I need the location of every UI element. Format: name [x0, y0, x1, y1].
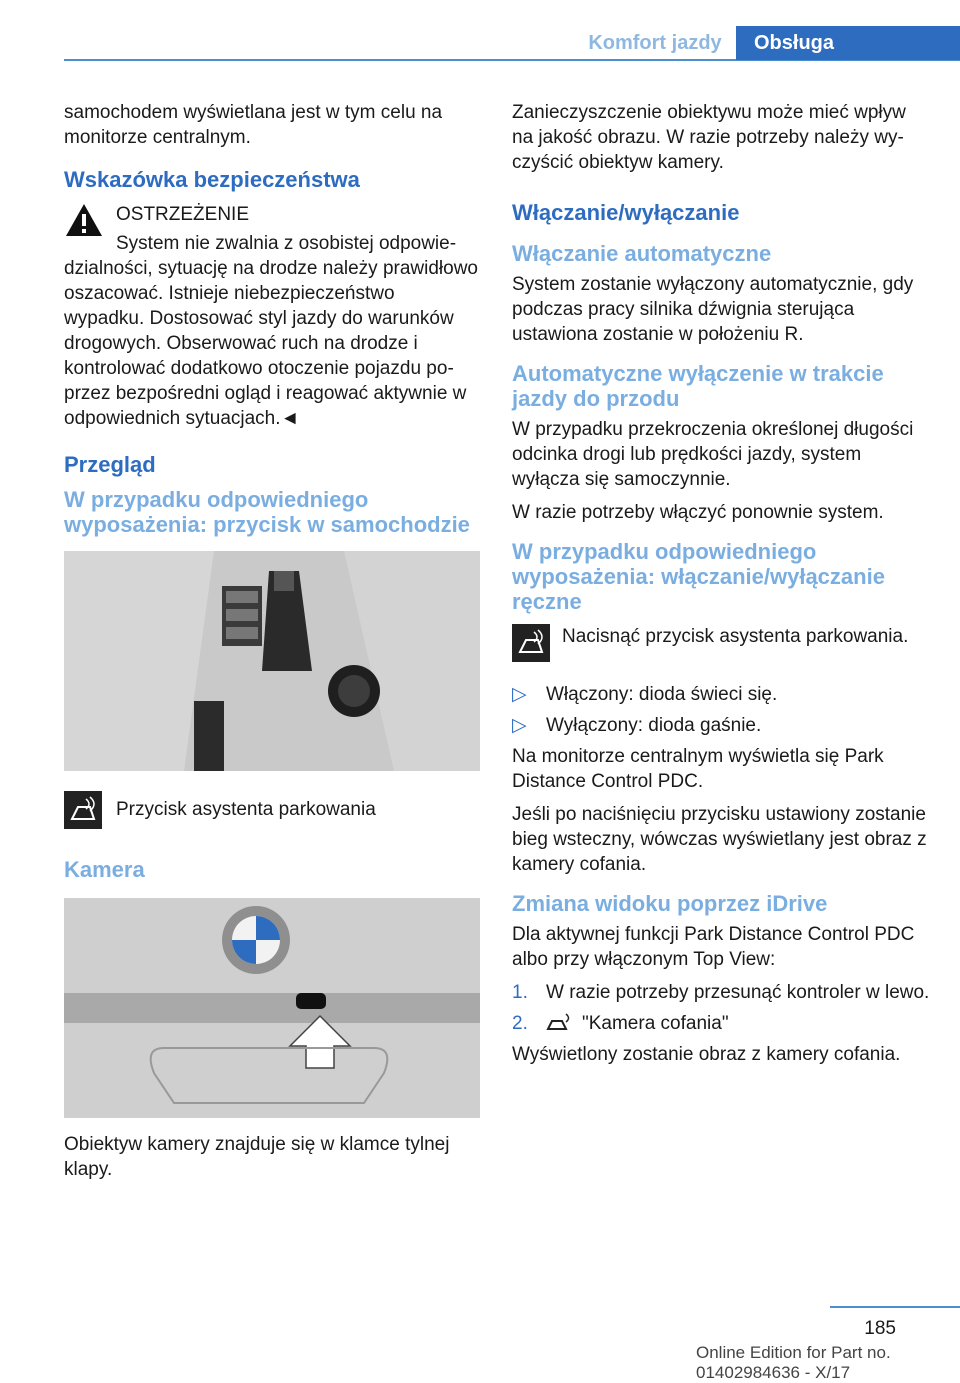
park-assist-icon: [512, 624, 550, 662]
auto-on-heading: Włączanie automatyczne: [512, 241, 772, 266]
right-intro-text: Zanieczyszczenie obiektywu może mieć wpływ na jakość obrazu. W razie potrzeby należy wyczyścić obiektyw kamery.: [512, 102, 906, 173]
page-number: 185: [864, 1318, 896, 1339]
final-text: Wyświetlony zostanie obraz z kamery cofania.: [512, 1044, 901, 1065]
monitor-text: Na monitorze centralnym wyświetla się Park Distance Control PDC.: [512, 746, 884, 792]
triangle-bullet-icon: ▷: [512, 684, 527, 705]
manual-heading: W przypadku odpowiedniego wyposażenia: włączanie/wyłączanie ręczne: [512, 539, 885, 614]
step-text: "Kamera cofania": [582, 1013, 729, 1034]
camera-heading: Kamera: [64, 857, 145, 882]
list-item-text: Włączony: dioda świeci się.: [546, 684, 778, 705]
edition-footer: Online Edition for Part no. 01402984636 - X/17: [696, 1343, 891, 1382]
console-button-photo: [64, 551, 480, 771]
camera-menu-icon: [546, 1011, 574, 1033]
step-item: [512, 1011, 930, 1036]
auto-off-text2: W razie potrzeby włączyć ponownie system.: [512, 502, 884, 523]
auto-on-text: System zostanie wyłączony automatycznie, gdy podczas pracy silnika dźwignia sterująca ustawiona zostanie w położeniu R.: [512, 274, 914, 345]
triangle-bullet-icon: ▷: [512, 715, 527, 736]
camera-caption: Obiektyw kamery znajduje się w klamce tylnej klapy.: [64, 1134, 450, 1180]
safety-heading: Wskazówka bezpieczeństwa: [64, 167, 360, 192]
step-number: 1.: [512, 982, 528, 1003]
left-column: [64, 100, 480, 1190]
onoff-heading: Włączanie/wyłączanie: [512, 200, 740, 225]
step-item: [512, 980, 930, 1005]
step-number: 2.: [512, 1013, 528, 1034]
button-caption: Przycisk asystenta parkowania: [116, 799, 376, 820]
list-item: [512, 682, 930, 707]
warning-text: System nie zwalnia z osobistej odpowiedzialności, sytuację na drodze należy prawidłowo oszacować. Istnieje niebezpieczeństwo wypadku. Dostosować styl jazdy do warunków drogowych. Obserwować ruch na drodze i kontrolować dodatkowo otoczenie pojazdu poprzez bezpośredni ogląd i reagować aktywnie w odpowiednich sytuacjach.◄: [64, 233, 479, 429]
left-intro-text: samochodem wyświetlana jest w tym celu na monitorze centralnym.: [64, 102, 443, 148]
manual-row: [512, 624, 930, 662]
list-item-text: Wyłączony: dioda gaśnie.: [546, 715, 762, 736]
footer-rule: [830, 1306, 960, 1308]
camera-photo: [64, 898, 480, 1118]
idrive-heading: Zmiana widoku poprzez iDrive: [512, 891, 828, 916]
button-heading: W przypadku odpowiedniego wyposażenia: przycisk w samochodzie: [64, 487, 470, 537]
right-column: [512, 100, 930, 1075]
warning-triangle-icon: [64, 202, 104, 238]
park-assist-icon: [64, 791, 102, 829]
list-item: [512, 713, 930, 738]
auto-off-text: W przypadku przekroczenia określonej długości odcinka drogi lub prędkości jazdy, system wyłącza się samoczynnie.: [512, 419, 914, 490]
manual-text: Nacisnąć przycisk asystenta parkowania.: [562, 626, 909, 647]
reverse-text: Jeśli po naciśnięciu przycisku ustawiony zostanie bieg wsteczny, wówczas wyświetlany jest obraz z kamery cofania.: [512, 804, 927, 875]
warning-title: OSTRZEŻENIE: [116, 204, 250, 225]
header-chapter-tab: Obsługa: [736, 26, 960, 60]
auto-off-heading: Automatyczne wyłączenie w trakcie jazdy do przodu: [512, 361, 884, 411]
warning-block: [64, 202, 480, 431]
overview-heading: Przegląd: [64, 452, 156, 477]
step-text: W razie potrzeby przesunąć kontroler w lewo.: [546, 982, 930, 1003]
header-section-tab: Komfort jazdy: [588, 32, 722, 54]
button-caption-row: [64, 791, 480, 829]
idrive-text: Dla aktywnej funkcji Park Distance Control PDC albo przy włączonym Top View:: [512, 924, 915, 970]
